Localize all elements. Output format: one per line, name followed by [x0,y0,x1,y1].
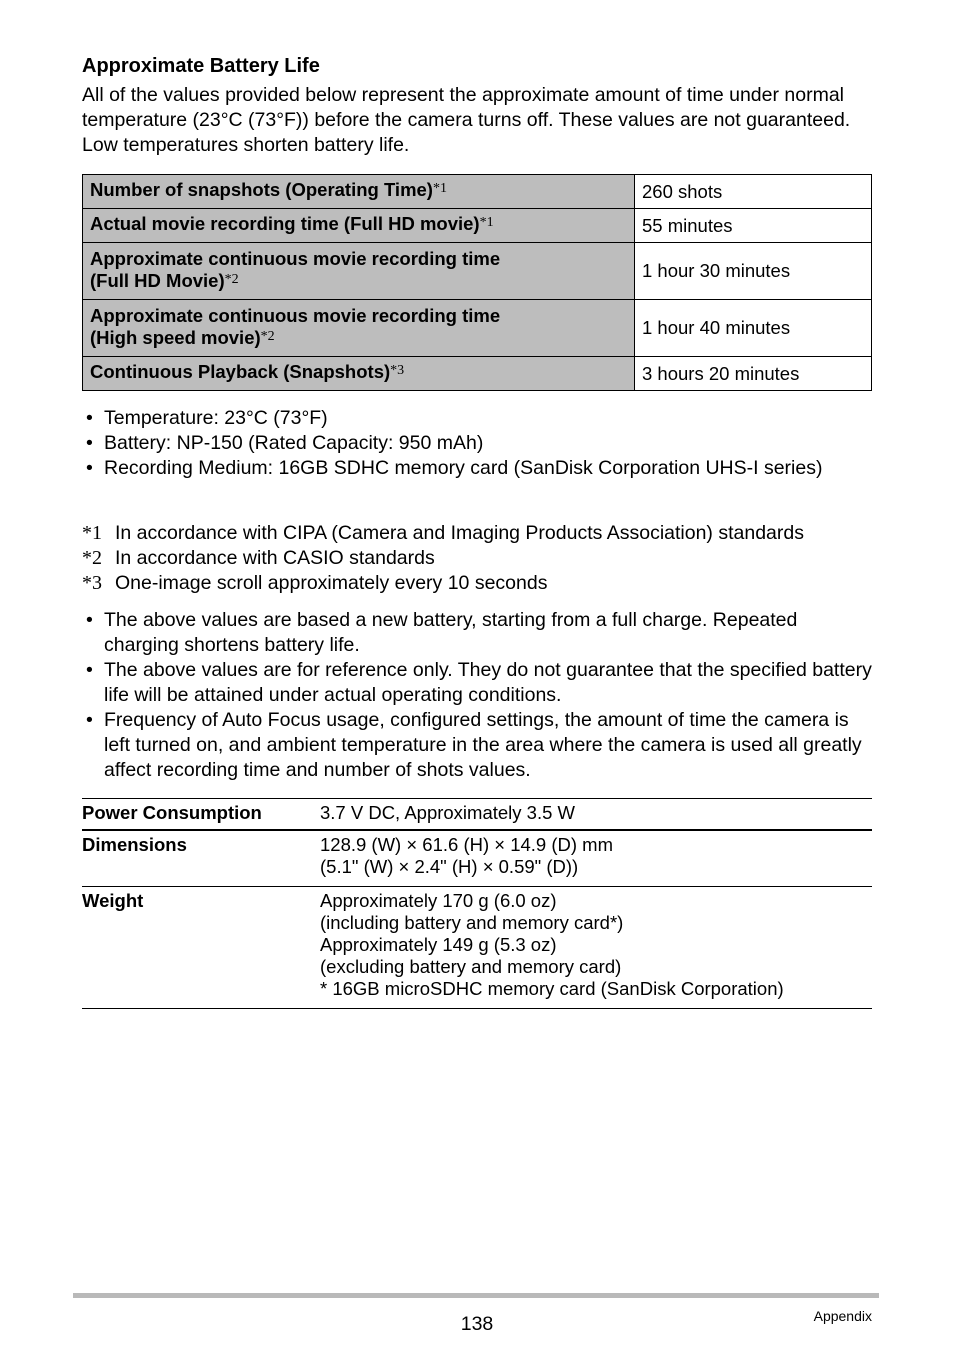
table-row [83,175,872,209]
row-label: Number of snapshots (Operating Time)$^{*1}$ [83,175,635,209]
battery-life-table [82,174,872,391]
section-label: Appendix [813,1308,872,1324]
footnote-ref: *2 [224,271,239,287]
footnote: *2 In accordance with CASIO standards [82,547,435,569]
row-label: Approximate continuous movie recording time (High speed movie)$^{*2}$ [83,300,635,357]
remarks-list [82,608,872,783]
table-row [83,300,872,357]
footnotes [82,521,872,596]
row-value: 55 minutes [635,209,872,243]
footnote-ref: *2 [260,328,275,344]
table-row [83,209,872,243]
table-row [82,887,872,1009]
row-label: Approximate continuous movie recording time (Full HD Movie)$^{*2}$ [83,243,635,300]
row-label: Actual movie recording time (Full HD movie)$^{*1}$ [83,209,635,243]
row-value: 3 hours 20 minutes [635,357,872,391]
list-item: • The above values are for reference only. They do not guarantee that the specified battery life will be attained under actual operating conditions. [82,658,872,708]
spec-value: 3.7 V DC, Approximately 3.5 W [320,799,872,831]
list-item: • Recording Medium: 16GB SDHC memory card (SanDisk Corporation UHS-I series) [82,456,872,481]
row-value: 1 hour 40 minutes [635,300,872,357]
row-label: Continuous Playback (Snapshots)$^{*3}$ [83,357,635,391]
footnote-ref: *1 [432,181,447,196]
spec-key: Power Consumption [82,799,320,831]
footer-divider [73,1293,879,1298]
footnote-ref: *3 [390,363,405,378]
row-value: 260 shots [635,175,872,209]
list-item: • Temperature: 23°C (73°F) [82,406,872,431]
table-row [83,243,872,300]
table-row [82,830,872,887]
list-item: • The above values are based a new battery, starting from a full charge. Repeated charging shortens battery life. [82,608,872,658]
test-conditions-list [82,406,872,481]
footnote: *1 In accordance with CIPA (Camera and Imaging Products Association) standards [82,522,804,544]
row-value: 1 hour 30 minutes [635,243,872,300]
table-row [82,799,872,831]
table-row [83,357,872,391]
list-item: • Frequency of Auto Focus usage, configured settings, the amount of time the camera is left turned on, and ambient temperature in the area where the camera is used all greatly affect recording time and number of shots values. [82,708,872,783]
intro-paragraph: All of the values provided below represent the approximate amount of time under normal temperature (23°C (73°F)) before the camera turns off. These values are not guaranteed. Low temperatures shorten battery life. [82,84,851,156]
list-item: • Battery: NP-150 (Rated Capacity: 950 mAh) [82,431,872,456]
spec-value: Approximately 170 g (6.0 oz) (including battery and memory card*) Approximately 149 g (5.3 oz) (excluding battery and memory card) * 16GB microSDHC memory card (SanDisk Corporation) [320,887,872,1009]
page-number: 138 [460,1313,494,1335]
footnote: *3 One-image scroll approximately every 10 seconds [82,572,548,594]
section-heading: Approximate Battery Life [82,55,320,77]
spec-key: Dimensions [82,830,320,887]
footnote-ref: *1 [479,215,494,230]
spec-key: Weight [82,887,320,1009]
spec-value: 128.9 (W) × 61.6 (H) × 14.9 (D) mm (5.1" (W) × 2.4" (H) × 0.59" (D)) [320,830,872,887]
specs-table [82,798,872,1009]
